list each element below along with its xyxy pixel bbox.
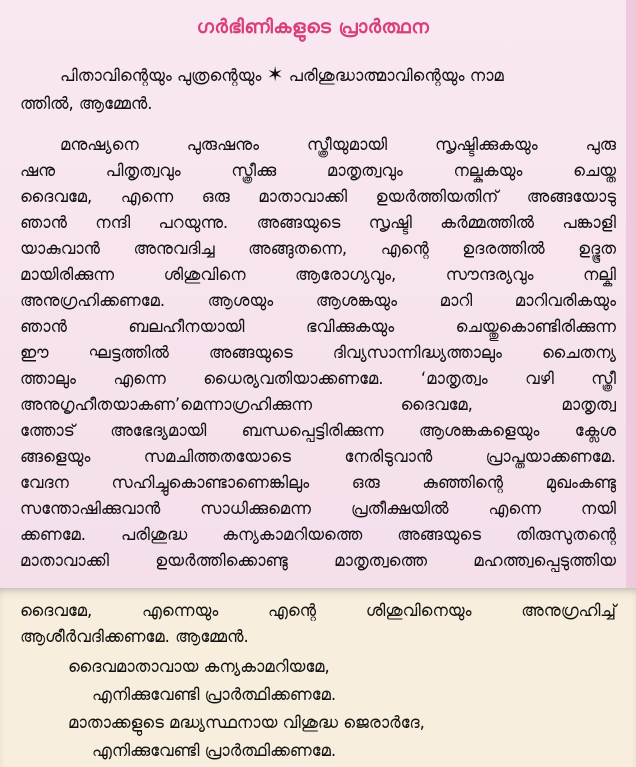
paragraph-line: അനുഗ്രഹിക്കണമേ. ആശയും ആശങ്കയും മാറി മാറിവരികയും: [20, 291, 616, 310]
litany-response: എനിക്കുവേണ്ടി പ്രാർത്ഥിക്കണമേ.: [92, 685, 337, 704]
paragraph-line: ഈ ഘട്ടത്തിൽ അങ്ങയുടെ ദിവ്യസാന്നിദ്ധ്യത്താലും ചൈതന്യ: [20, 343, 616, 362]
litany-invocation: മാതാക്കളുടെ മദ്ധ്യസ്ഥനായ വിശുദ്ധ ജെരാർദേ,: [68, 713, 425, 732]
continuation-line: ദൈവമേ, എന്നെയും എന്റെ ശിശുവിനെയും അനുഗ്രഹിച്ച്: [20, 601, 616, 620]
paragraph-line: ങ്ങളെയും സമചിത്തതയോടെ നേരിടുവാൻ പ്രാപ്തയാക്കണമേ.: [20, 447, 616, 466]
paragraph-line: സന്തോഷിക്കുവാൻ സാധിക്കുമെന്ന പ്രതീക്ഷയിൽ എന്നെ നയി: [20, 499, 616, 518]
paragraph-line: ദൈവമേ, എന്നെ ഒരു മാതാവാക്കി ഉയർത്തിയതിന് അങ്ങയോടു: [20, 187, 616, 206]
paragraph-line: വേദന സഹിച്ചുകൊണ്ടാണെങ്കിലും ഒരു കുഞ്ഞിന്റെ മുഖംകണ്ടു: [20, 473, 616, 492]
litany-invocation: ദൈവമാതാവായ കന്യകാമറിയമേ,: [68, 657, 330, 676]
invocation-line-2: ത്തിൽ, ആമ്മേൻ.: [20, 94, 153, 113]
paragraph-line: ഞാൻ നന്ദി പറയുന്നു. അങ്ങയുടെ സൃഷ്ടി കർമ്മത്തിൽ പങ്കാളി: [20, 213, 616, 232]
paragraph-line: ക്കണമേ. പരിശുദ്ധ കന്യകാമറിയത്തെ അങ്ങയുടെ തിരുസുതന്റെ: [20, 525, 616, 544]
invocation-part-1: പിതാവിന്റെയും പുത്രന്റെയും: [60, 66, 262, 85]
paragraph-line: ത്താലും എന്നെ ധൈര്യവതിയാക്കണമേ. ‘മാതൃത്വം വഴി സ്ത്രീ: [20, 369, 616, 388]
paragraph-line: അനുഗൃഹീതയാകണ’മെന്നാഗ്രഹിക്കുന്ന ദൈവമേ, മാതൃത്വ: [20, 395, 616, 414]
invocation-line-1: [60, 60, 504, 89]
paragraph-line: യാകുവാൻ അനുവദിച്ച അങ്ങുതന്നെ, എന്റെ ഉദരത്തിൽ ഉദ്ഭൂത: [20, 239, 616, 258]
continuation-line: ആശീർവദിക്കണമേ. ആമ്മേൻ.: [20, 627, 249, 646]
paragraph-line: മായിരിക്കുന്ന ശിശുവിനെ ആരോഗ്യവും, സൗന്ദര്യവും നല്കി: [20, 265, 616, 284]
paragraph-line: ത്തോട് അഭേദ്യമായി ബന്ധപ്പെട്ടിരിക്കുന്ന ആശങ്കകളെയും ക്ലേശ: [20, 421, 616, 440]
invocation-part-2: പരിശുദ്ധാത്മാവിന്റെയും നാമ: [288, 66, 504, 85]
paragraph-line: മാതാവാക്കി ഉയർത്തിക്കൊണ്ടു മാതൃത്വത്തെ മഹത്ത്വപ്പെടുത്തിയ: [20, 551, 616, 570]
paragraph-line: ഞാൻ ബലഹീനയായി ഭവിക്കുകയും ചെയ്തുകൊണ്ടിരിക്കുന്ന: [20, 317, 616, 336]
prayer-title: ഗർഭിണികളുടെ പ്രാർത്ഥന: [196, 16, 430, 38]
paragraph-line: ഷനു പിതൃത്വവും സ്ത്രീക്കു മാതൃത്വവും നല്കുകയും ചെയ്ത: [20, 161, 616, 180]
litany-response: എനിക്കുവേണ്ടി പ്രാർത്ഥിക്കണമേ.: [92, 741, 337, 760]
paragraph-line: മനുഷ്യനെ പുരുഷനും സ്ത്രീയുമായി സൃഷ്ടിക്കുകയും പുരു: [60, 135, 616, 154]
cross-star-icon: ✶: [266, 62, 284, 86]
